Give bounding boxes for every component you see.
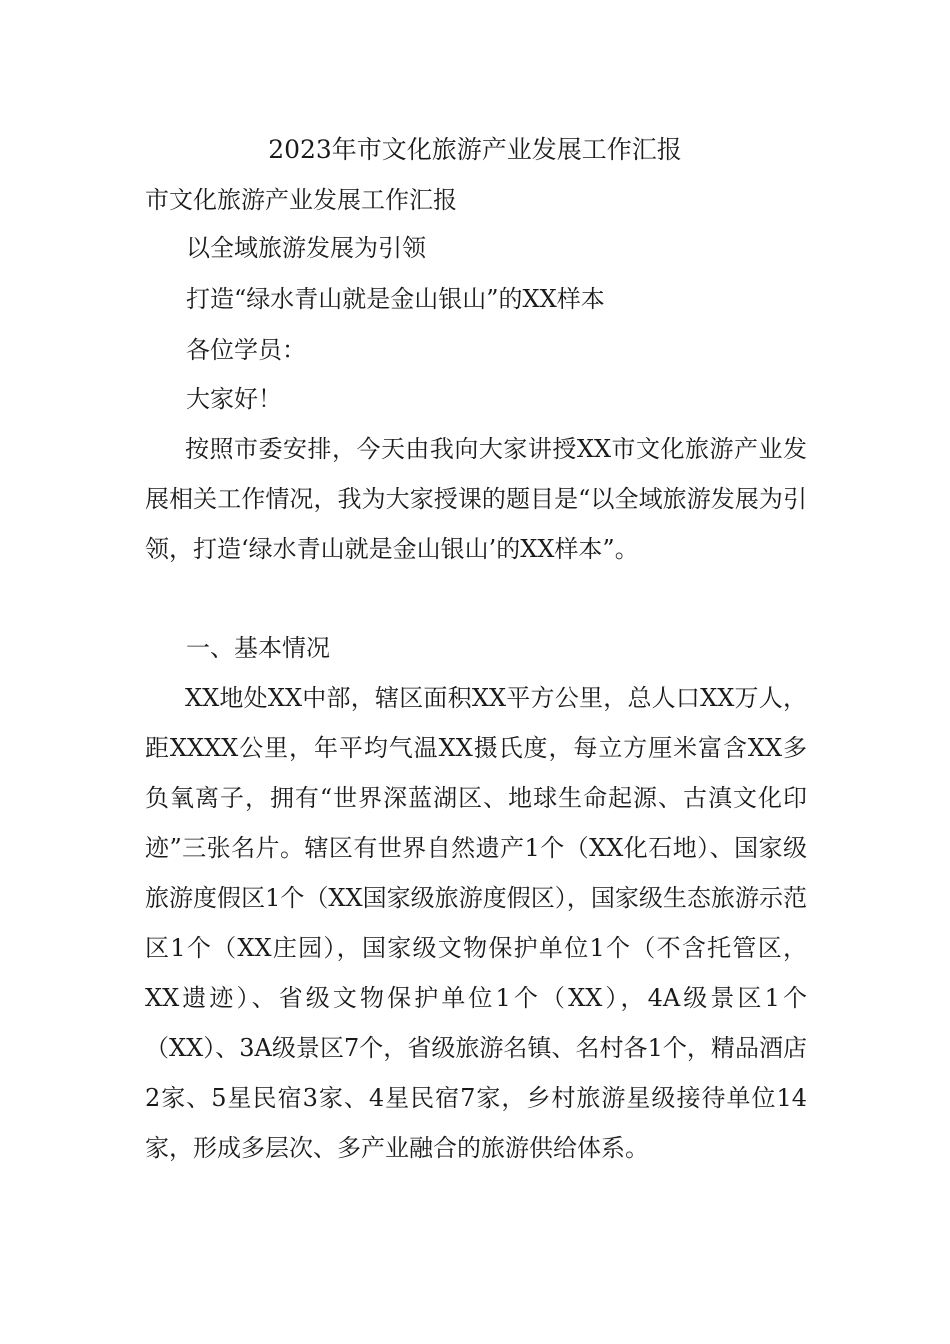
section-paragraph-basic-info: XX地处XX中部，辖区面积XX平方公里，总人口XX万人，距XXXX公里，年平均气温XX摄氏度，每立方厘米富含XX多负氧离子，拥有“世界深蓝湖区、地球生命起源、古滇文化印迹”三张名片。辖区有世界自然遗产1个（XX化石地）、国家级旅游度假区1个（XX国家级旅游度假区），国家级生态旅游示范区1个（XX庄园），国家级文物保护单位1个（不含托管区，XX遗迹）、省级文物保护单位1个（XX），4A级景区1个（XX）、3A级景区7个，省级旅游名镇、名村各1个，精品酒店2家、5星民宿3家、4星民宿7家，乡村旅游星级接待单位14家，形成多层次、多产业融合的旅游供给体系。 bbox=[145, 684, 807, 1162]
theme-line-1: 以全域旅游发展为引领 bbox=[186, 234, 426, 262]
document-subtitle: 市文化旅游产业发展工作汇报 bbox=[145, 186, 457, 214]
greeting: 大家好！ bbox=[186, 385, 282, 413]
theme-line-2: 打造“绿水青山就是金山银山”的XX样本 bbox=[186, 285, 605, 313]
salutation: 各位学员： bbox=[186, 336, 306, 364]
intro-paragraph: 按照市委安排，今天由我向大家讲授XX市文化旅游产业发展相关工作情况，我为大家授课的题目是“以全域旅游发展为引领，打造‘绿水青山就是金山银山’的XX样本”。 bbox=[145, 435, 807, 563]
document-title: 2023年市文化旅游产业发展工作汇报 bbox=[268, 135, 682, 164]
section-heading-basic-info: 一、基本情况 bbox=[186, 634, 330, 662]
